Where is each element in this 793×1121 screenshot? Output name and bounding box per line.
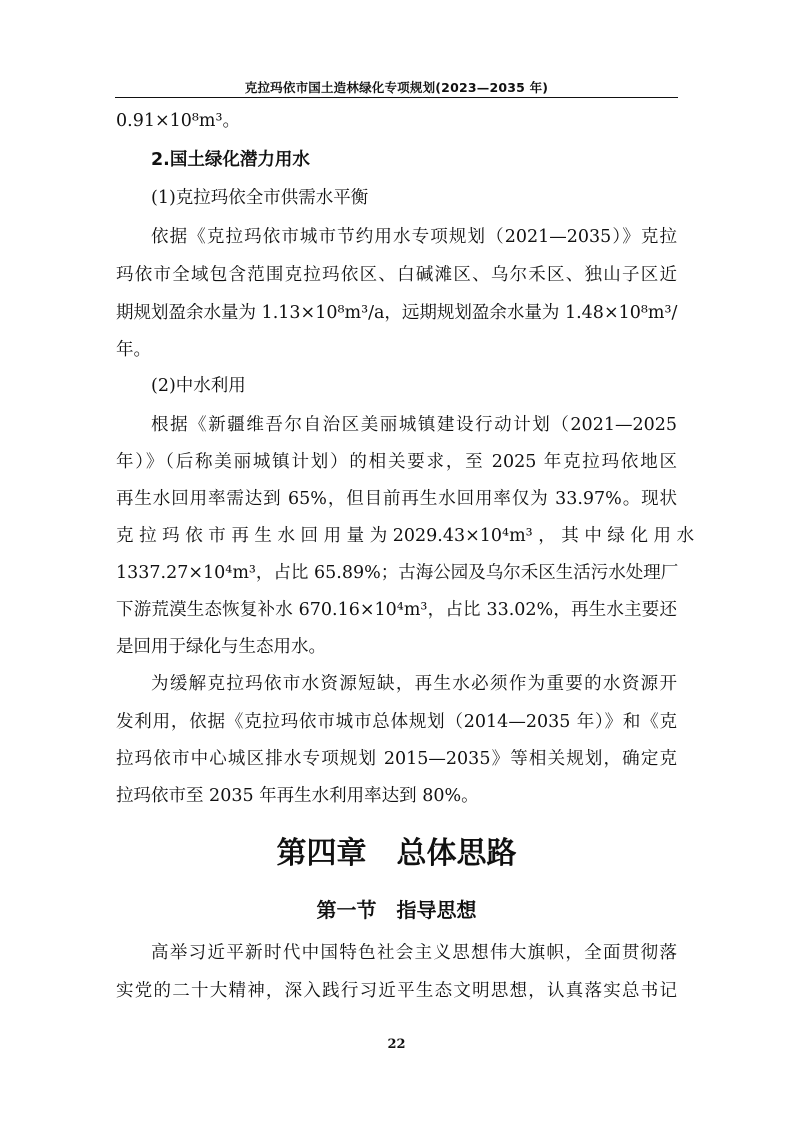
- text-line: 年）》（后称美丽城镇计划）的相关要求，至 2025 年克拉玛依地区: [116, 452, 677, 472]
- subheading-supply-balance: (1)克拉玛依全市供需水平衡: [151, 188, 369, 208]
- header-rule: [115, 97, 678, 98]
- text-line: 发利用，依据《克拉玛依市城市总体规划（2014—2035 年）》和《克: [116, 712, 677, 732]
- text-line: 下游荒漠生态恢复补水 670.16×10⁴m³，占比 33.02%，再生水主要还: [116, 600, 677, 620]
- text-line: 依据《克拉玛依市城市节约用水专项规划（2021—2035）》克拉: [151, 227, 677, 247]
- text-line: 玛依市全域包含范围克拉玛依区、白碱滩区、乌尔禾区、独山子区近: [116, 265, 677, 285]
- text-line: 为缓解克拉玛依市水资源短缺，再生水必须作为重要的水资源开: [151, 674, 677, 694]
- text-line: 克 拉 玛 依 市 再 生 水 回 用 量 为 2029.43×10⁴m³ ， 其 中 绿 化 用 水: [116, 526, 695, 546]
- text-line: 期规划盈余水量为 1.13×10⁸m³/a，远期规划盈余水量为 1.48×10⁸m³/: [116, 303, 678, 323]
- text-line: 拉玛依市中心城区排水专项规划 2015—2035》等相关规划，确定克: [116, 749, 677, 769]
- text-line: 根据《新疆维吾尔自治区美丽城镇建设行动计划（2021—2025: [151, 415, 677, 435]
- text-line: 年。: [116, 340, 151, 360]
- text-line: 0.91×10⁸m³。: [116, 111, 241, 131]
- text-line: 再生水回用率需达到 65%，但目前再生水回用率仅为 33.97%。现状: [116, 489, 677, 509]
- text-line: 是回用于绿化与生态用水。: [116, 637, 326, 657]
- text-line: 拉玛依市至 2035 年再生水利用率达到 80%。: [116, 786, 479, 806]
- running-header: 克拉玛依市国土造林绿化专项规划(2023—2035 年): [244, 80, 549, 95]
- text-line: 实党的二十大精神，深入践行习近平生态文明思想，认真落实总书记: [116, 981, 677, 1001]
- text-line: 1337.27×10⁴m³，占比 65.89%；古海公园及乌尔禾区生活污水处理厂: [116, 563, 679, 583]
- page-number: 22: [387, 1037, 406, 1052]
- chapter-title: 第四章 总体思路: [276, 836, 517, 871]
- subheading-green-water: 2.国土绿化潜力用水: [151, 150, 310, 170]
- subheading-reclaimed-water: (2)中水利用: [151, 376, 246, 396]
- section-title: 第一节 指导思想: [316, 898, 477, 922]
- text-line: 高举习近平新时代中国特色社会主义思想伟大旗帜，全面贯彻落: [151, 943, 677, 963]
